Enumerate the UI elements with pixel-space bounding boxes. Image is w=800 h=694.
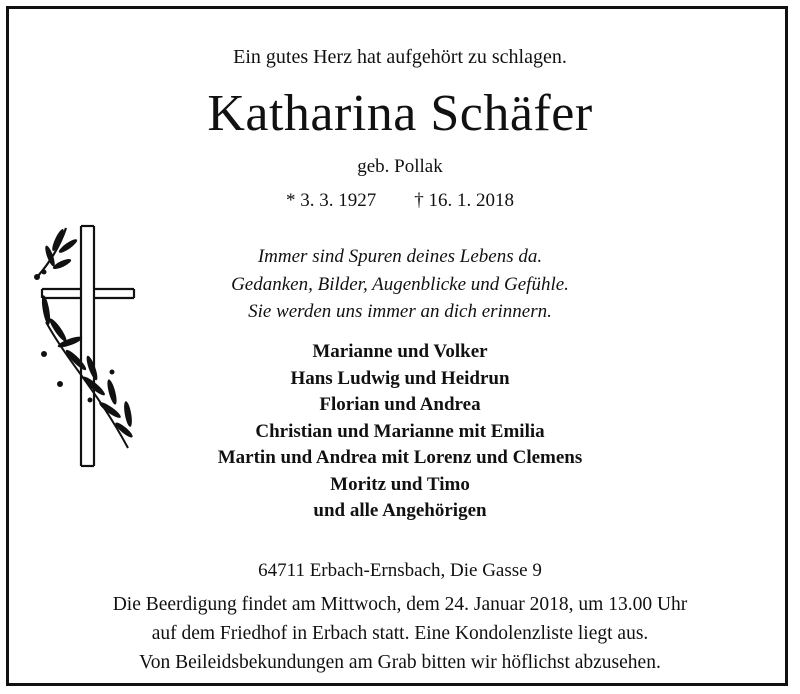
intro-text: Ein gutes Herz hat aufgehört zu schlagen. [233, 46, 567, 68]
deceased-name: Katharina Schäfer [207, 85, 593, 142]
poem-line: Immer sind Spuren deines Lebens da. [257, 246, 543, 267]
poem-line: Gedanken, Bilder, Augenblicke und Gefühle. [231, 273, 569, 295]
poem-line: Sie werden uns immer an dich erinnern. [248, 301, 552, 322]
mourner-entry: und alle Angehörigen [313, 500, 487, 521]
mourner-entry: Moritz und Timo [330, 473, 470, 495]
funeral-line: auf dem Friedhof in Erbach statt. Eine Kondolenzliste liegt aus. [151, 623, 649, 644]
mourner-entry: Marianne und Volker [312, 341, 488, 362]
mourner-entry: Martin und Andrea mit Lorenz und Clemens [217, 447, 583, 468]
funeral-line: Die Beerdigung findet am Mittwoch, dem 24. Januar 2018, um 13.00 Uhr [112, 594, 688, 615]
memorial-poem [0, 243, 800, 326]
funeral-notice [0, 590, 800, 677]
mourner-entry: Florian und Andrea [319, 394, 481, 415]
birth-name: geb. Pollak [357, 156, 443, 177]
mourners-list [0, 339, 800, 525]
family-address: 64711 Erbach-Ernsbach, Die Gasse 9 [258, 560, 542, 581]
birth-date: * 3. 3. 1927 [286, 190, 377, 211]
mourner-entry: Hans Ludwig und Heidrun [290, 367, 510, 389]
funeral-line: Von Beileidsbekundungen am Grab bitten wir höflichst abzusehen. [139, 652, 661, 673]
death-date: † 16. 1. 2018 [414, 190, 514, 211]
life-dates [0, 190, 800, 212]
mourner-entry: Christian und Marianne mit Emilia [255, 420, 545, 442]
